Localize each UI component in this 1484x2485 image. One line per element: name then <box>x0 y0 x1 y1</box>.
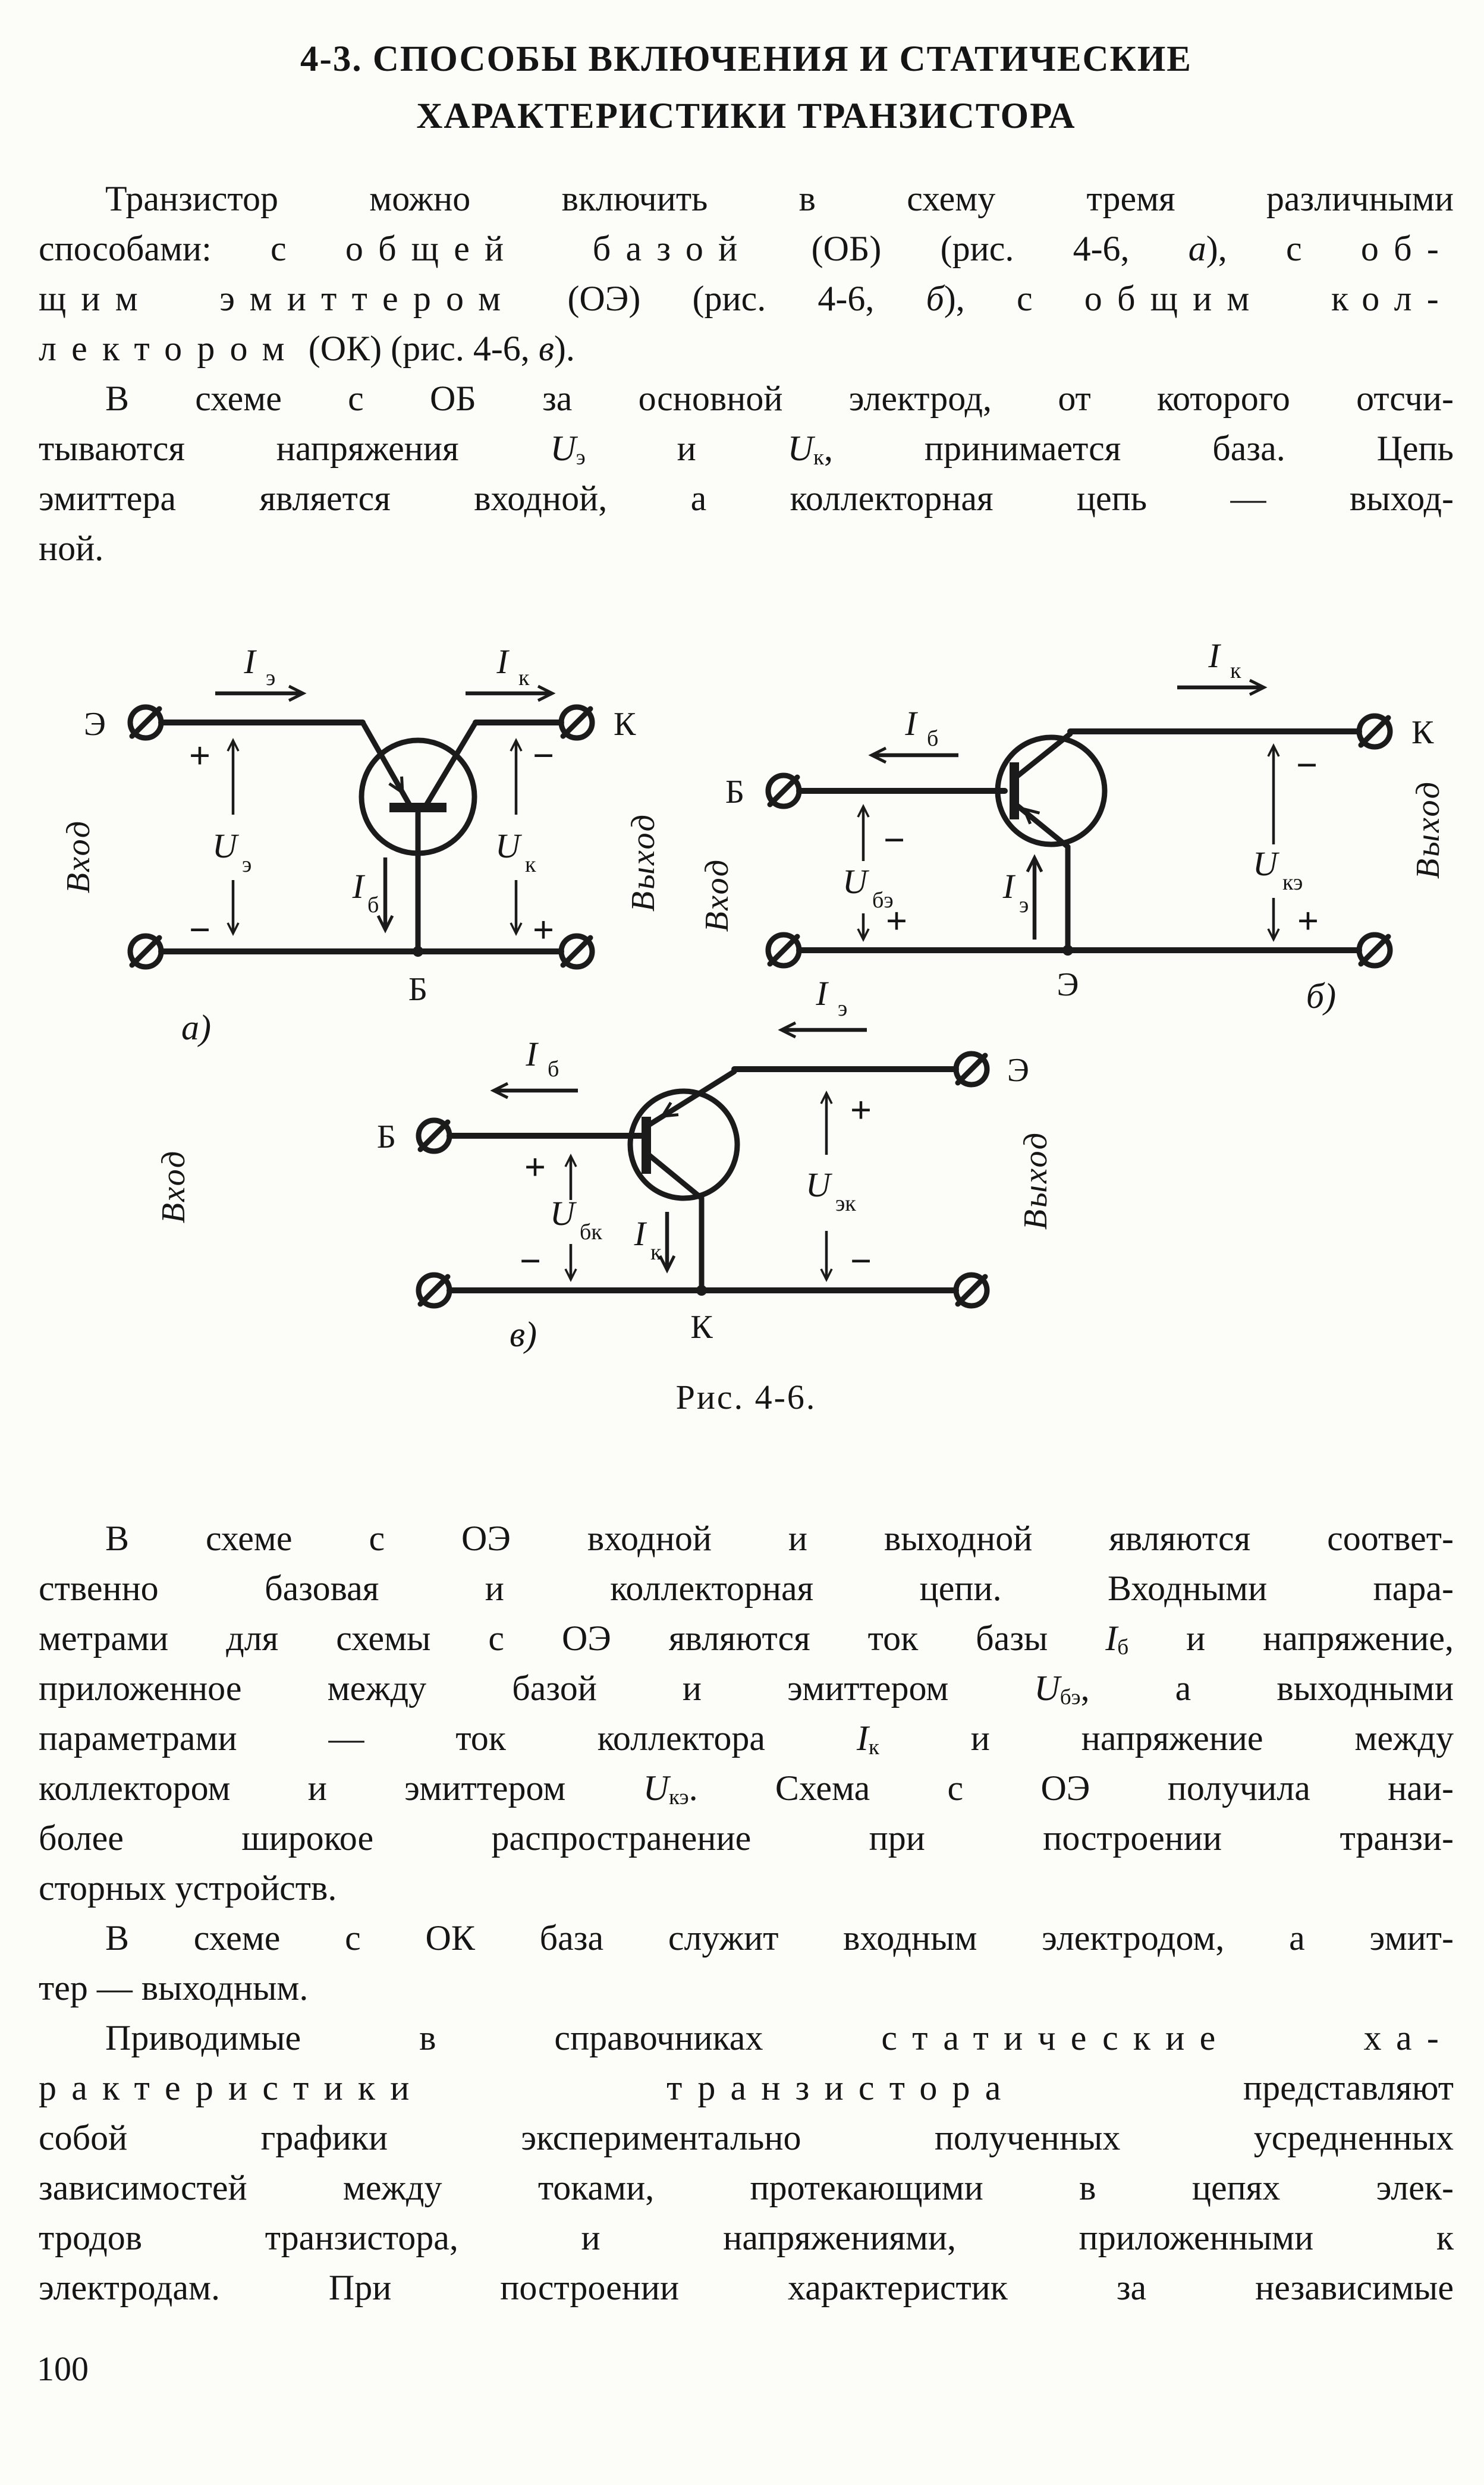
voltage-label: U <box>550 1194 575 1233</box>
terminal-label: Б <box>376 1119 396 1155</box>
current-sub: б <box>548 1057 559 1082</box>
text-line: собой графики экспериментально полученных усредненных <box>39 2118 1454 2157</box>
node-label: Э <box>1057 966 1079 1003</box>
voltage-label: U <box>806 1165 831 1204</box>
terminal-icon <box>768 935 799 966</box>
sign-plus: + <box>1297 900 1319 942</box>
sign-plus: + <box>524 1146 546 1188</box>
text-line: способами: с общей базой (ОБ) (рис. 4-6, а), с об- <box>39 229 1454 268</box>
body-text-top <box>39 174 1454 573</box>
terminal-icon <box>1359 716 1390 747</box>
output-label: Выход <box>1017 1130 1054 1230</box>
current-label: I <box>905 704 917 743</box>
circuit-a <box>60 642 662 1047</box>
current-label: I <box>1208 636 1220 675</box>
current-sub: э <box>838 996 848 1021</box>
terminal-label: К <box>614 706 636 743</box>
text-line: Приводимые в справочниках статические ха- <box>105 2018 1454 2057</box>
sign-plus: + <box>188 734 211 777</box>
emitter-arrow-icon <box>363 722 402 791</box>
sign-plus: + <box>885 900 908 942</box>
paragraph <box>39 174 1454 373</box>
current-label: I <box>634 1214 646 1253</box>
output-label: Выход <box>1410 780 1447 879</box>
text-line: ной. <box>39 529 104 568</box>
terminal-icon <box>130 936 161 967</box>
terminal-label: К <box>1411 714 1434 751</box>
text-line: тываются напряжения $U_э$ и $U_к$, принимается база. Цепь <box>39 429 1454 470</box>
text-line: параметрами — ток коллектора $I_к$ и напряжение между <box>39 1719 1454 1760</box>
terminal-icon <box>956 1275 987 1306</box>
current-label: I <box>526 1035 537 1073</box>
text-line: эмиттера является входной, а коллекторная цепь — выход- <box>39 479 1454 518</box>
circuit-b <box>699 636 1447 1016</box>
current-sub: б <box>927 726 939 751</box>
current-sub: э <box>266 665 276 690</box>
current-sub: б <box>367 893 379 918</box>
terminal-icon <box>419 1275 449 1306</box>
heading-line-1: 4-3. СПОСОБЫ ВКЛЮЧЕНИЯ И СТАТИЧЕСКИЕ <box>300 39 1192 79</box>
current-label: I <box>244 642 256 681</box>
terminal-icon <box>561 707 592 738</box>
sign-minus: − <box>532 734 555 777</box>
current-sub: к <box>650 1240 662 1265</box>
voltage-label: U <box>1253 844 1278 883</box>
body-text-bottom <box>39 1513 1454 2313</box>
text-line: тродов транзистора, и напряжениями, приложенными к <box>39 2218 1454 2257</box>
input-label: Вход <box>155 1149 192 1224</box>
voltage-label: U <box>842 862 867 901</box>
sign-minus: − <box>519 1240 542 1282</box>
terminal-icon <box>1359 935 1390 966</box>
circuit-label: в) <box>509 1315 537 1354</box>
current-label: I <box>496 642 508 681</box>
input-label: Вход <box>699 857 735 932</box>
current-sub: к <box>1230 658 1241 683</box>
sign-minus: − <box>850 1240 872 1282</box>
page-number: 100 <box>37 2349 89 2388</box>
text-line: Транзистор можно включить в схему тремя различными <box>105 179 1454 218</box>
current-label: I <box>816 974 828 1013</box>
sign-plus: + <box>532 909 555 951</box>
current-label: I <box>352 867 364 906</box>
paragraph <box>39 2013 1454 2313</box>
text-line: метрами для схемы с ОЭ являются ток базы $I_б$ и напряжение, <box>39 1619 1454 1660</box>
voltage-sub: э <box>242 852 252 877</box>
text-line: электродам. При построении характеристик за независимые <box>39 2268 1454 2307</box>
voltage-sub: бк <box>580 1220 602 1245</box>
text-line: более широкое распространение при построении транзи- <box>39 1818 1454 1858</box>
output-label: Выход <box>625 812 662 912</box>
sign-minus: − <box>1296 744 1318 786</box>
text-line: В схеме с ОЭ входной и выходной являются соответ- <box>105 1519 1454 1558</box>
voltage-sub: бэ <box>872 888 894 913</box>
text-line: щим эмиттером (ОЭ) (рис. 4-6, б), с общим кол- <box>39 279 1454 318</box>
terminal-label: Б <box>725 774 744 810</box>
text-line: В схеме с ОК база служит входным электродом, а эмит- <box>105 1918 1454 1958</box>
collector-lead <box>427 722 476 804</box>
terminal-icon <box>130 707 161 738</box>
text-line: рактеристики транзистора представляют <box>39 2068 1454 2107</box>
text-line: ственно базовая и коллекторная цепи. Входными пара- <box>39 1569 1454 1608</box>
node-label: Б <box>408 971 428 1008</box>
circuit-label: б) <box>1306 976 1337 1016</box>
figure-caption: Рис. 4-6. <box>675 1378 817 1416</box>
paragraph <box>39 1913 1454 2013</box>
section-heading <box>39 31 1454 145</box>
text-line: тер — выходным. <box>39 1968 309 2008</box>
current-label: I <box>1002 867 1014 906</box>
voltage-sub: эк <box>835 1191 856 1216</box>
terminal-icon <box>561 936 592 967</box>
current-sub: э <box>1019 893 1029 918</box>
figure-4-6 <box>0 618 1484 1397</box>
voltage-label: U <box>212 827 237 865</box>
paragraph <box>39 1513 1454 1913</box>
text-line: сторных устройств. <box>39 1868 337 1908</box>
input-label: Вход <box>60 819 97 894</box>
text-line: коллектором и эмиттером $U_{кэ}$. Схема с ОЭ получила наи- <box>39 1768 1454 1809</box>
voltage-sub: кэ <box>1282 870 1303 895</box>
text-line: лектором (ОК) (рис. 4-6, в). <box>39 329 575 368</box>
terminal-icon <box>419 1120 449 1151</box>
terminal-icon <box>956 1054 987 1085</box>
text-line: зависимостей между токами, протекающими в цепях элек- <box>39 2168 1454 2207</box>
sign-minus: − <box>883 819 906 861</box>
sign-plus: + <box>850 1089 872 1131</box>
node-label: К <box>690 1309 713 1346</box>
terminal-icon <box>768 775 799 806</box>
circuit-v <box>155 974 1054 1354</box>
paragraph <box>39 373 1454 573</box>
current-sub: к <box>518 665 530 690</box>
voltage-sub: к <box>525 852 536 877</box>
circuit-label: а) <box>181 1008 211 1047</box>
text-line: В схеме с ОБ за основной электрод, от которого отсчи- <box>105 379 1454 418</box>
sign-minus: − <box>188 909 211 951</box>
text-line: приложенное между базой и эмиттером $U_{бэ}$, а выходными <box>39 1669 1454 1710</box>
voltage-label: U <box>495 827 520 865</box>
terminal-label: Э <box>84 706 106 743</box>
heading-line-2: ХАРАКТЕРИСТИКИ ТРАНЗИСТОРА <box>416 96 1076 136</box>
terminal-label: Э <box>1007 1052 1029 1089</box>
